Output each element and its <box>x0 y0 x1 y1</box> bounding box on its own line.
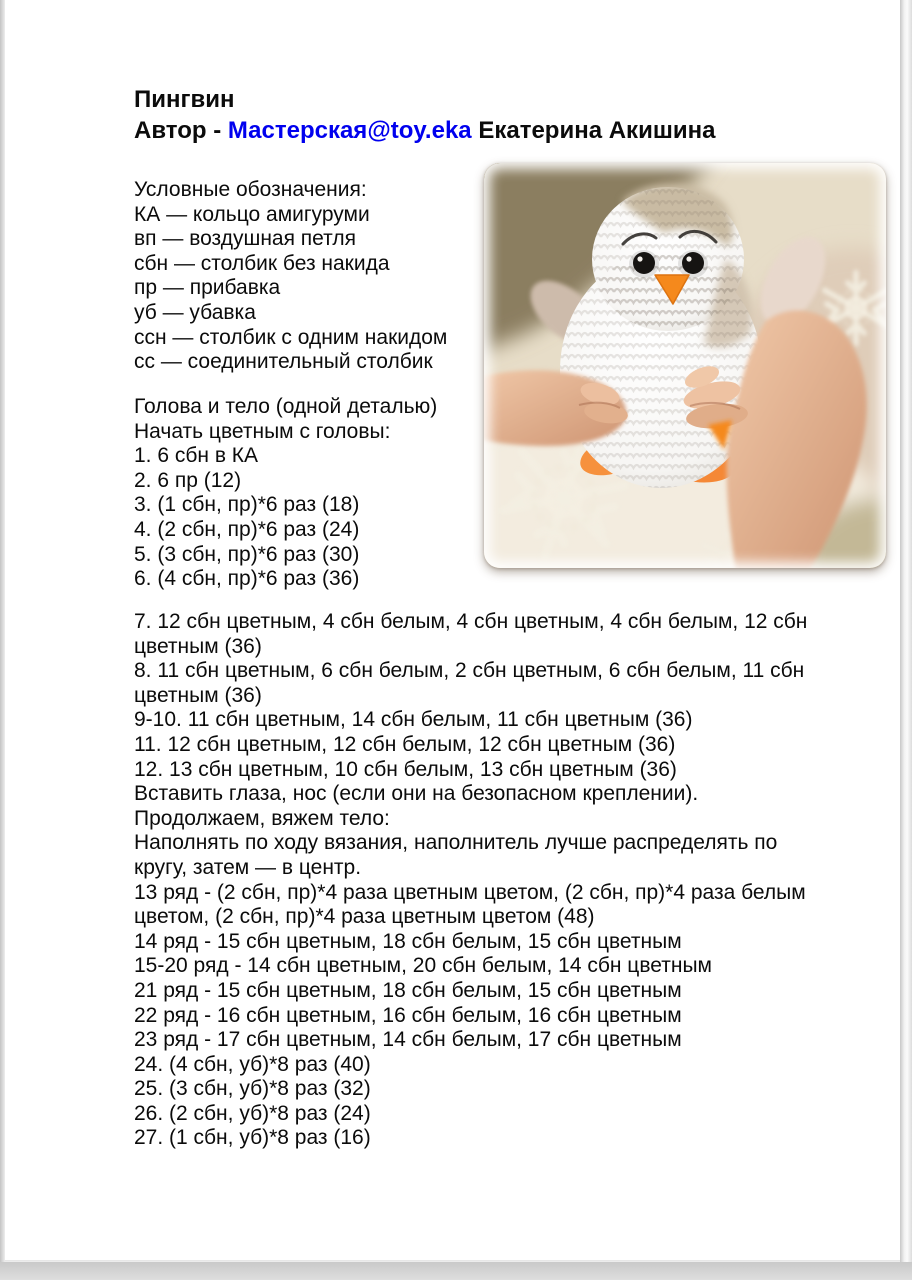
pattern-row: 27. (1 сбн, уб)*8 раз (16) <box>134 1126 371 1150</box>
pattern-row: 12. 13 сбн цветным, 10 сбн белым, 13 сбн цветным (36) <box>134 757 677 781</box>
legend-item: уб — убавка <box>134 300 256 324</box>
penguin-photo <box>484 163 886 568</box>
pattern-step: 2. 6 пр (12) <box>134 468 242 492</box>
eye-highlight-right <box>686 256 691 261</box>
title-block <box>134 84 854 146</box>
head-body-section <box>134 395 479 592</box>
viewer-left-edge <box>0 0 5 1280</box>
legend-heading: Условные обозначения: <box>134 178 367 201</box>
pattern-row: 25. (3 сбн, уб)*8 раз (32) <box>134 1077 371 1101</box>
pattern-note: Наполнять по ходу вязания, наполнитель лучше распределять по кругу, затем — в центр. <box>134 831 778 879</box>
author-prefix: Автор - <box>134 117 228 144</box>
author-name: Екатерина Акишина <box>471 117 716 144</box>
penguin-photo-illustration <box>484 163 886 568</box>
legend-block <box>134 178 479 375</box>
viewer-right-edge[interactable] <box>900 0 912 1280</box>
legend-item: пр — прибавка <box>134 276 281 300</box>
pattern-row: 23 ряд - 17 сбн цветным, 14 сбн белым, 17 сбн цветным <box>134 1028 682 1052</box>
pattern-row: 8. 11 сбн цветным, 6 сбн белым, 2 сбн цветным, 6 сбн белым, 11 сбн цветным (36) <box>134 659 805 707</box>
pattern-step: 5. (3 сбн, пр)*6 раз (30) <box>134 542 360 566</box>
pattern-row: 22 ряд - 16 сбн цветным, 16 сбн белым, 16 сбн цветным <box>134 1003 682 1027</box>
page-title: Пингвин <box>134 86 235 113</box>
pattern-note: Продолжаем, вяжем тело: <box>134 806 390 830</box>
pattern-step: 4. (2 сбн, пр)*6 раз (24) <box>134 517 360 541</box>
pattern-row: 7. 12 сбн цветным, 4 сбн белым, 4 сбн цветным, 4 сбн белым, 12 сбн цветным (36) <box>134 610 808 658</box>
viewer-bottom-edge <box>0 1262 912 1280</box>
legend-item: КА — кольцо амигуруми <box>134 202 370 226</box>
pattern-row: 21 ряд - 15 сбн цветным, 18 сбн белым, 15 сбн цветным <box>134 978 682 1002</box>
pattern-row: 26. (2 сбн, уб)*8 раз (24) <box>134 1101 371 1125</box>
pattern-row: 13 ряд - (2 сбн, пр)*4 раза цветным цветом, (2 сбн, пр)*4 раза белым цветом, (2 сбн, пр)*4 раза цветным цветом (48) <box>134 880 806 929</box>
eye-highlight-left <box>637 256 642 261</box>
pattern-note: Вставить глаза, нос (если они на безопасном креплении). <box>134 782 699 806</box>
section-subtitle: Начать цветным с головы: <box>134 419 391 443</box>
penguin-eye-left <box>633 252 655 274</box>
penguin-eye-right <box>682 252 704 274</box>
pattern-step: 3. (1 сбн, пр)*6 раз (18) <box>134 493 360 517</box>
author-link[interactable]: Мастерская@toy.eka <box>227 117 472 144</box>
pattern-block <box>134 610 826 1151</box>
pattern-row: 15-20 ряд - 14 сбн цветным, 20 сбн белым, 14 сбн цветным <box>134 954 712 978</box>
pattern-step: 1. 6 сбн в КА <box>134 444 259 468</box>
legend-item: ссн — столбик с одним накидом <box>134 325 448 349</box>
author-line <box>134 115 854 146</box>
section-title: Голова и тело (одной деталью) <box>134 395 438 418</box>
pattern-row: 24. (4 сбн, уб)*8 раз (40) <box>134 1052 371 1076</box>
pattern-step: 6. (4 сбн, пр)*6 раз (36) <box>134 567 360 591</box>
legend-item: сс — соединительный столбик <box>134 350 433 374</box>
pattern-row: 9-10. 11 сбн цветным, 14 сбн белым, 11 сбн цветным (36) <box>134 708 693 732</box>
pattern-row: 11. 12 сбн цветным, 12 сбн белым, 12 сбн цветным (36) <box>134 732 676 756</box>
pattern-row: 14 ряд - 15 сбн цветным, 18 сбн белым, 15 сбн цветным <box>134 929 682 953</box>
head-stitch-texture <box>592 187 744 331</box>
legend-item: вп — воздушная петля <box>134 227 356 251</box>
legend-item: сбн — столбик без накида <box>134 251 390 275</box>
